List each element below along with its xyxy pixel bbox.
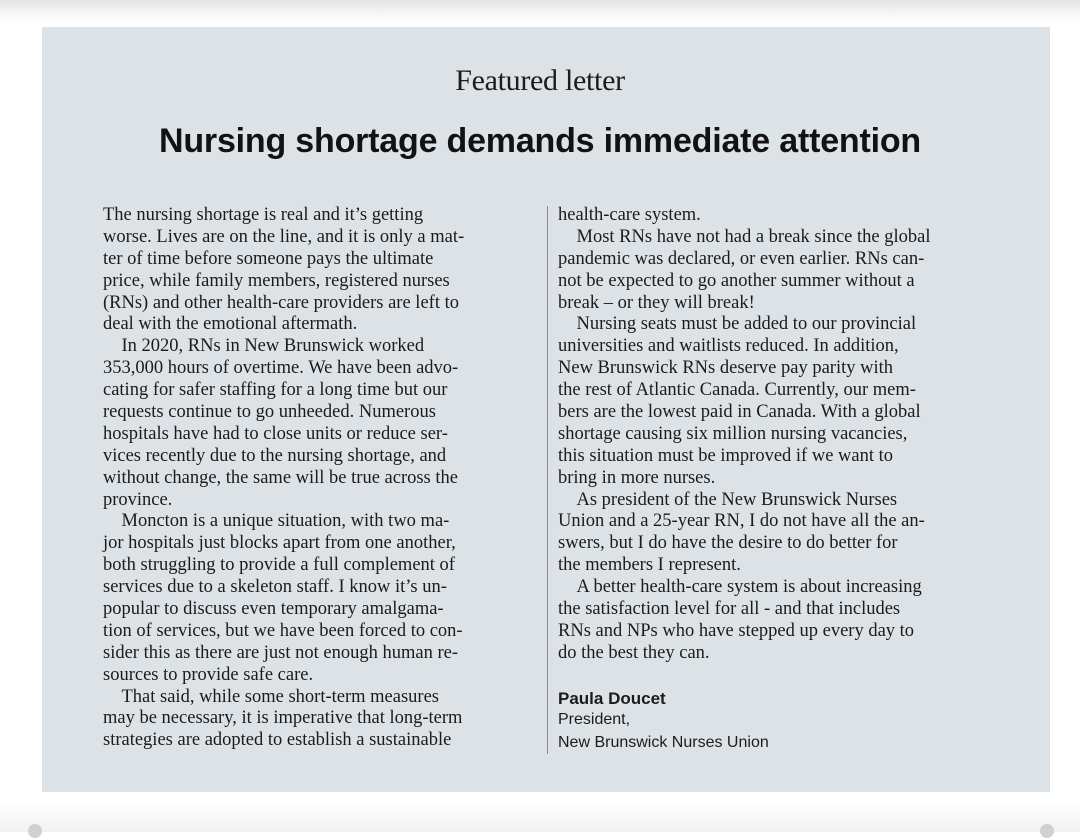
text-line: Union and a 25-year RN, I do not have all the an- <box>558 511 925 532</box>
corner-right-indicator <box>1040 824 1054 838</box>
text-line: worse. Lives are on the line, and it is only a mat- <box>103 226 465 247</box>
text-line: break – or they will break! <box>558 292 755 313</box>
text-line: Moncton is a unique situation, with two ma- <box>103 511 450 532</box>
text-line: this situation must be improved if we want to <box>558 445 894 466</box>
text-line: sider this as there are just not enough human re- <box>103 642 458 663</box>
viewer-top-shadow <box>0 0 1080 22</box>
text-line: bring in more nurses. <box>558 467 716 488</box>
text-line: the rest of Atlantic Canada. Currently, our mem- <box>558 380 916 401</box>
text-line: the members I represent. <box>558 555 741 576</box>
text-line: swers, but I do have the desire to do better for <box>558 533 898 554</box>
text-line: A better health-care system is about increasing <box>558 577 922 598</box>
text-line: The nursing shortage is real and it’s getting <box>103 205 424 225</box>
text-line: pandemic was declared, or even earlier. RNs can- <box>558 248 925 269</box>
text-line: hospitals have had to close units or reduce ser- <box>103 423 448 444</box>
text-line: without change, the same will be true across the <box>103 467 458 488</box>
text-line: New Brunswick RNs deserve pay parity with <box>558 358 893 379</box>
text-line: services due to a skeleton staff. I know it’s un- <box>103 577 447 598</box>
text-line: vices recently due to the nursing shortage, and <box>103 445 447 466</box>
text-line: Most RNs have not had a break since the global <box>558 226 931 247</box>
text-line: may be necessary, it is imperative that long-term <box>103 708 463 729</box>
text-line: That said, while some short-term measures <box>103 686 439 707</box>
text-line: ter of time before someone pays the ultimate <box>103 248 434 269</box>
text-line: Nursing seats must be added to our provincial <box>558 314 917 335</box>
text-line: do the best they can. <box>558 642 710 663</box>
right-text-column <box>558 205 998 665</box>
text-line: jor hospitals just blocks apart from one another, <box>103 533 456 554</box>
text-line: (RNs) and other health-care providers are left to <box>103 292 459 313</box>
text-line: not be expected to go another summer without a <box>558 270 915 291</box>
signature-name: Paula Doucet <box>558 689 666 708</box>
text-line: requests continue to go unheeded. Numerous <box>103 402 436 423</box>
left-text-column <box>103 205 539 752</box>
text-line: strategies are adopted to establish a sustainable <box>103 730 452 751</box>
signature-title: President, <box>558 711 631 728</box>
text-line: shortage causing six million nursing vacancies, <box>558 423 908 444</box>
featured-letter-label: Featured letter <box>455 64 625 97</box>
text-line: 353,000 hours of overtime. We have been advo- <box>103 358 459 379</box>
text-line: universities and waitlists reduced. In addition, <box>558 336 899 357</box>
text-line: sources to provide safe care. <box>103 664 314 685</box>
text-line: RNs and NPs who have stepped up every day to <box>558 620 915 641</box>
text-line: In 2020, RNs in New Brunswick worked <box>103 336 425 357</box>
text-line: health-care system. <box>558 205 701 225</box>
viewer-bottom-band <box>0 800 1080 832</box>
text-line: tion of services, but we have been forced to con- <box>103 620 463 641</box>
text-line: As president of the New Brunswick Nurses <box>558 489 898 510</box>
letter-headline: Nursing shortage demands immediate attention <box>159 122 921 160</box>
text-line: deal with the emotional aftermath. <box>103 314 358 335</box>
text-line: province. <box>103 489 173 510</box>
text-line: bers are the lowest paid in Canada. With a global <box>558 402 921 423</box>
corner-left-indicator <box>28 824 42 838</box>
text-line: price, while family members, registered nurses <box>103 270 450 291</box>
text-line: cating for safer staffing for a long time but our <box>103 380 448 401</box>
signature-organization: New Brunswick Nurses Union <box>558 734 769 751</box>
text-line: both struggling to provide a full complement of <box>103 555 455 576</box>
text-line: popular to discuss even temporary amalgama- <box>103 599 444 620</box>
column-divider <box>547 206 548 754</box>
text-line: the satisfaction level for all - and that includes <box>558 599 901 620</box>
